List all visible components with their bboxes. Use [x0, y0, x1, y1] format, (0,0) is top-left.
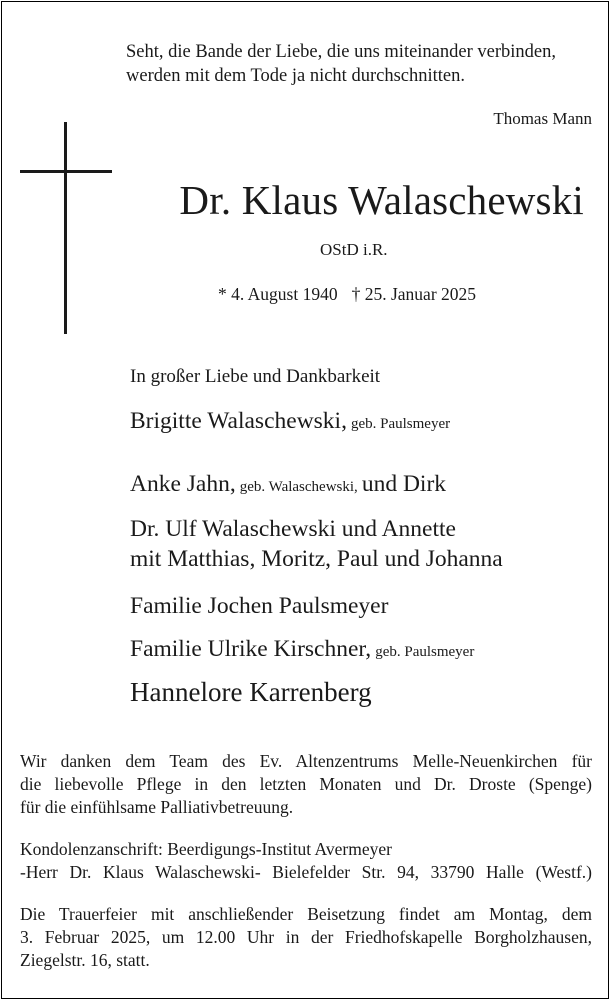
- condolence-address: Kondolenzanschrift: Beerdigungs-Institut Avermeyer -Herr Dr. Klaus Walaschewski- Bielefelder Str. 94, 33790 Halle (Westf.): [20, 839, 592, 882]
- quote-line-1: Seht, die Bande der Liebe, die uns miteinander verbinden,: [126, 42, 556, 62]
- quote-line-2: werden mit dem Tode ja nicht durchschnitten.: [126, 66, 465, 86]
- quote-author: Thomas Mann: [493, 109, 592, 128]
- mourner-ulf-line-2: mit Matthias, Moritz, Paul und Johanna: [130, 546, 503, 572]
- deceased-dates: [218, 284, 476, 305]
- death-date: † 25. Januar 2025: [351, 284, 477, 304]
- mourner-hannelore: Hannelore Karrenberg: [130, 677, 372, 707]
- funeral-info: Die Trauerfeier mit anschließender Beisetzung findet am Montag, dem 3. Februar 2025, um 12.00 Uhr in der Friedhofskapelle Borgholzhausen, Ziegelstr. 16, statt.: [20, 904, 592, 970]
- mourner-ulrike: Familie Ulrike Kirschner, geb. Paulsmeyer: [130, 636, 475, 662]
- birth-date: * 4. August 1940: [218, 284, 338, 304]
- mourner-jochen: Familie Jochen Paulsmeyer: [130, 593, 389, 619]
- mourners-intro: In großer Liebe und Dankbarkeit: [130, 366, 381, 387]
- mourner-ulf-line-1: Dr. Ulf Walaschewski und Annette: [130, 516, 456, 542]
- thanks-paragraph: Wir danken dem Team des Ev. Altenzentrums Melle-Neuenkirchen für die liebevolle Pflege in den letzten Monaten und Dr. Droste (Spenge) für die einfühlsame Palliativbetreuung.: [20, 751, 592, 817]
- deceased-name: Dr. Klaus Walaschewski: [179, 177, 584, 223]
- mourner-brigitte: Brigitte Walaschewski, geb. Paulsmeyer: [130, 408, 451, 434]
- mourner-anke: Anke Jahn, geb. Walaschewski, und Dirk: [130, 471, 447, 497]
- deceased-title: OStD i.R.: [320, 240, 388, 259]
